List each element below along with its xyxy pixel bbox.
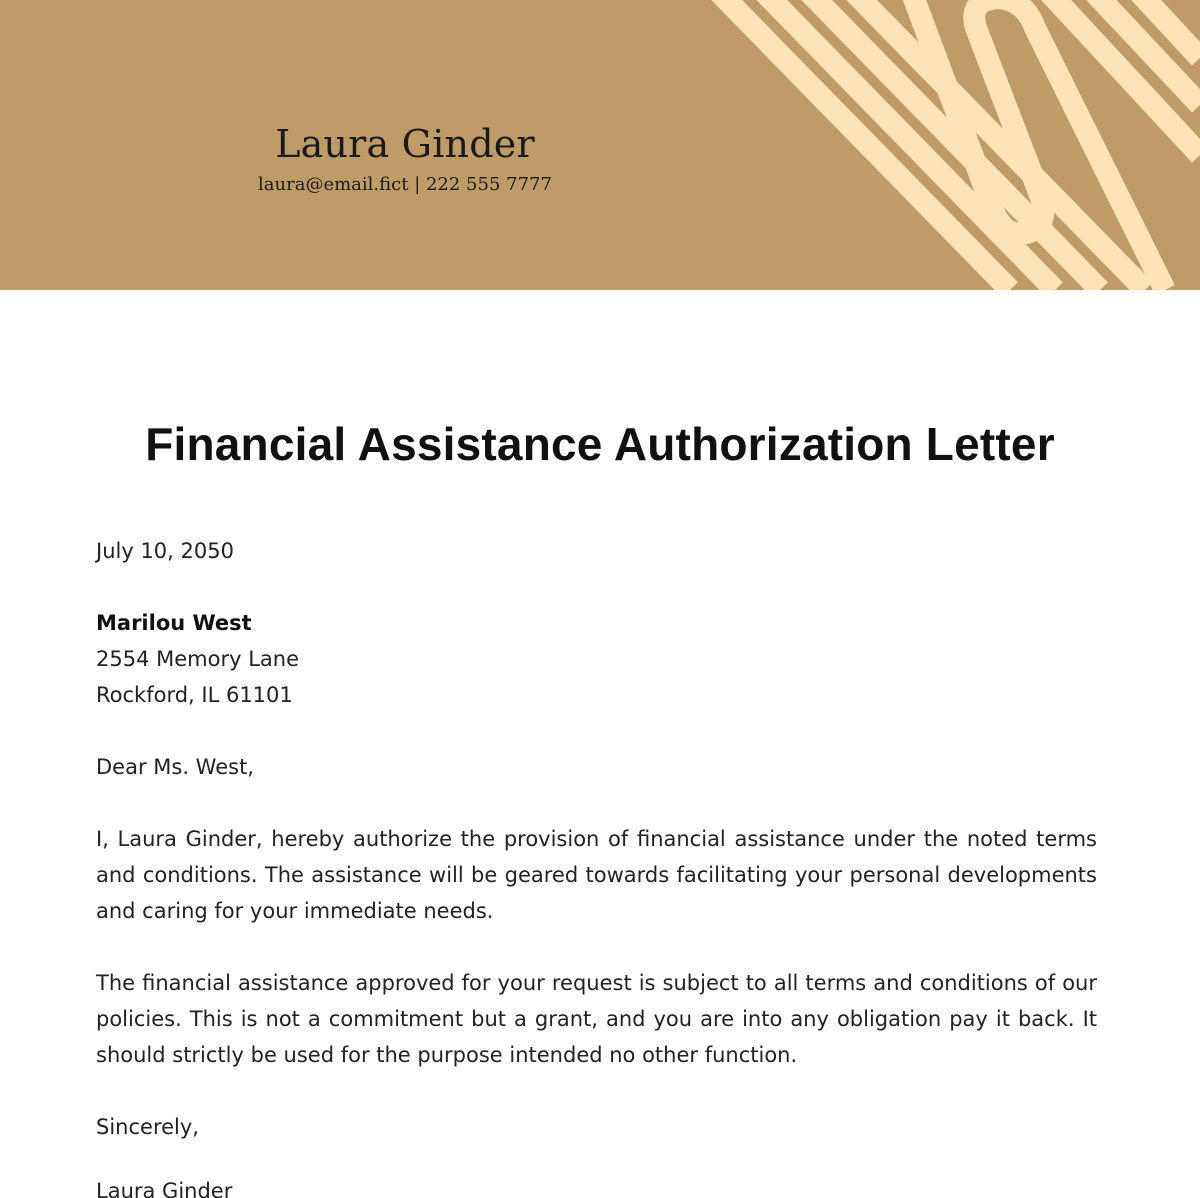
- signature-name: Laura Ginder: [96, 1179, 233, 1198]
- recipient-address-line2: Rockford, IL 61101: [96, 683, 293, 707]
- recipient-address-line1: 2554 Memory Lane: [96, 647, 299, 671]
- recipient-block: [96, 605, 1097, 713]
- sender-contact: laura@email.fict | 222 555 7777: [258, 174, 552, 195]
- document-title: Financial Assistance Authorization Letter: [145, 418, 1055, 470]
- recipient-name: Marilou West: [96, 611, 252, 635]
- salutation: Dear Ms. West,: [96, 755, 254, 779]
- sender-name: Laura Ginder: [275, 122, 535, 166]
- closing: Sincerely,: [96, 1115, 199, 1139]
- body-paragraph-1: I, Laura Ginder, hereby authorize the provision of financial assistance under the noted terms and conditions. The assistance will be geared towards facilitating your personal developments and caring for your immediate needs.: [96, 827, 1097, 923]
- letter-date: July 10, 2050: [96, 539, 234, 563]
- letterhead-banner: [0, 0, 1200, 290]
- body-paragraph-2: The financial assistance approved for your request is subject to all terms and conditions of our policies. This is not a commitment but a grant, and you are into any obligation pay it back. It should strictly be used for the purpose intended no other function.: [96, 971, 1097, 1067]
